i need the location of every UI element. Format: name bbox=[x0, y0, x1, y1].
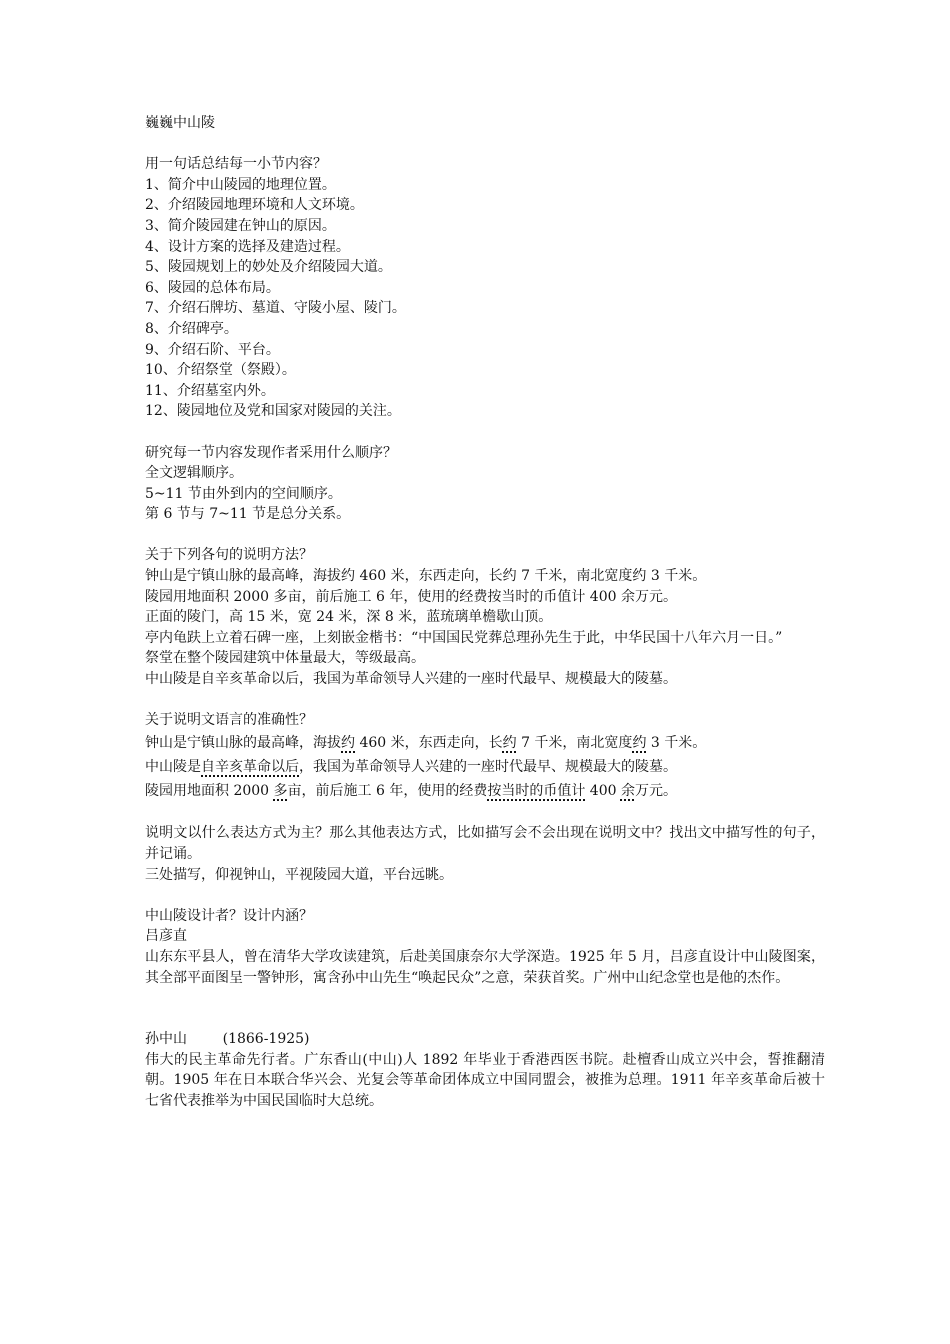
emphasized-word: 约 bbox=[341, 734, 355, 751]
order-section bbox=[145, 443, 825, 525]
methods-sentence: 陵园用地面积 2000 多亩，前后施工 6 年，使用的经费按当时的币值计 400 余万元。 bbox=[145, 588, 677, 605]
summary-item: 3、简介陵园建在钟山的原因。 bbox=[145, 217, 336, 234]
designer-section bbox=[145, 906, 825, 988]
expression-question: 说明文以什么表达方式为主？那么其他表达方式，比如描写会不会出现在说明文中？找出文中描写性的句子，并记诵。 bbox=[145, 825, 825, 862]
sentence-text: 亩，前后施工 6 年，使用的经费 bbox=[287, 782, 488, 799]
designer-name: 吕彦直 bbox=[145, 928, 187, 945]
order-answer-line: 全文逻辑顺序。 bbox=[145, 465, 243, 482]
sentence-text: 400 bbox=[585, 782, 621, 799]
sentence-text: 陵园用地面积 2000 bbox=[145, 782, 274, 799]
sun-bio: 伟大的民主革命先行者。广东香山(中山)人 1892 年毕业于香港西医书院。赴檀香山成立兴中会，誓推翻清朝。1905 年在日本联合华兴会、光复会等革命团体成立中国同盟会，被推为总理。1911 年辛亥革命后被十七省代表推举为中国民国临时大总统。 bbox=[145, 1051, 825, 1109]
sentence-text: 3 千米。 bbox=[646, 734, 707, 751]
summary-item: 2、介绍陵园地理环境和人文环境。 bbox=[145, 197, 364, 214]
emphasized-phrase: 自辛亥革命以后 bbox=[201, 758, 299, 775]
sun-years: (1866-1925) bbox=[222, 1031, 310, 1048]
designer-bio: 山东东平县人，曾在清华大学攻读建筑，后赴美国康奈尔大学深造。1925 年 5 月，吕彦直设计中山陵图案，其全部平面图呈一警钟形，寓含孙中山先生“唤起民众”之意，荣获首奖。广州中山纪念堂也是他的杰作。 bbox=[145, 948, 825, 986]
summary-item: 12、陵园地位及党和国家对陵园的关注。 bbox=[145, 403, 401, 420]
methods-question: 关于下列各句的说明方法？ bbox=[145, 547, 313, 564]
summary-item: 5、陵园规划上的妙处及介绍陵园大道。 bbox=[145, 259, 392, 276]
sun-heading bbox=[145, 1029, 825, 1050]
designer-question: 中山陵设计者？设计内涵？ bbox=[145, 907, 313, 924]
methods-sentence: 中山陵是自辛亥革命以后，我国为革命领导人兴建的一座时代最早、规模最大的陵墓。 bbox=[145, 671, 677, 688]
summary-item: 11、介绍墓室内外。 bbox=[145, 382, 275, 399]
accuracy-sentence-1 bbox=[145, 731, 825, 755]
summary-section bbox=[145, 154, 825, 422]
order-question: 研究每一节内容发现作者采用什么顺序？ bbox=[145, 444, 397, 461]
emphasized-word: 约 bbox=[632, 734, 647, 751]
accuracy-sentence-3 bbox=[145, 779, 825, 803]
order-answer-line: 第 6 节与 7~11 节是总分关系。 bbox=[145, 506, 351, 523]
order-answer-line: 5~11 节由外到内的空间顺序。 bbox=[145, 485, 342, 502]
expression-answer: 三处描写，仰视钟山，平视陵园大道，平台远眺。 bbox=[145, 866, 453, 883]
sun-section bbox=[145, 1029, 825, 1111]
sentence-text: ，我国为革命领导人兴建的一座时代最早、规模最大的陵墓。 bbox=[299, 758, 677, 775]
methods-sentence: 钟山是宁镇山脉的最高峰，海拔约 460 米，东西走向，长约 7 千米，南北宽度约 3 千米。 bbox=[145, 568, 707, 585]
summary-item: 10、介绍祭堂（祭殿）。 bbox=[145, 362, 296, 379]
emphasized-word: 多 bbox=[273, 782, 288, 799]
summary-question: 用一句话总结每一小节内容？ bbox=[145, 156, 327, 173]
summary-item: 6、陵园的总体布局。 bbox=[145, 279, 280, 296]
accuracy-section bbox=[145, 710, 825, 803]
document-body bbox=[145, 113, 825, 1112]
accuracy-question: 关于说明文语言的准确性？ bbox=[145, 712, 313, 729]
summary-item: 4、设计方案的选择及建造过程。 bbox=[145, 238, 350, 255]
methods-sentence: 祭堂在整个陵园建筑中体量最大，等级最高。 bbox=[145, 650, 425, 667]
expression-section bbox=[145, 823, 825, 885]
methods-sentence: 亭内龟趺上立着石碑一座，上刻嵌金楷书：“中国国民党葬总理孙先生于此，中华民国十八年六月一日。” bbox=[145, 629, 783, 646]
sentence-text: 钟山是宁镇山脉的最高峰，海拔 bbox=[145, 734, 341, 751]
emphasized-word: 余 bbox=[620, 782, 635, 799]
summary-item: 1、简介中山陵园的地理位置。 bbox=[145, 176, 336, 193]
sentence-text: 中山陵是 bbox=[145, 758, 201, 775]
summary-item: 8、介绍碑亭。 bbox=[145, 320, 238, 337]
summary-item: 9、介绍石阶、平台。 bbox=[145, 341, 280, 358]
methods-sentence: 正面的陵门，高 15 米，宽 24 米，深 8 米，蓝琉璃单檐歇山顶。 bbox=[145, 609, 553, 626]
sentence-text: 460 米，东西走向，长 bbox=[355, 734, 503, 751]
sun-name: 孙中山 bbox=[145, 1031, 187, 1048]
document-title: 巍巍中山陵 bbox=[145, 115, 215, 131]
summary-item: 7、介绍石牌坊、墓道、守陵小屋、陵门。 bbox=[145, 300, 406, 317]
accuracy-sentence-2 bbox=[145, 755, 825, 779]
sentence-text: 万元。 bbox=[634, 782, 677, 799]
sentence-text: 7 千米，南北宽度 bbox=[516, 734, 633, 751]
emphasized-word: 约 bbox=[502, 734, 517, 751]
emphasized-phrase: 按当时的币值计 bbox=[487, 782, 586, 799]
methods-section bbox=[145, 545, 825, 689]
